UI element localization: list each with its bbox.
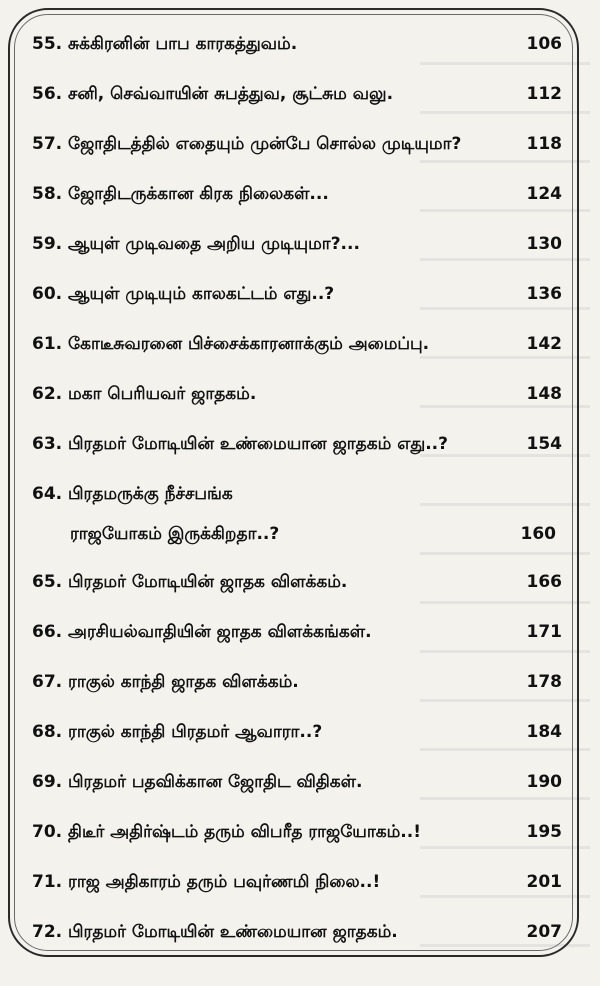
toc-entry-page: 130 (526, 234, 562, 254)
toc-entry-page: 171 (526, 622, 562, 642)
toc-entry-57 (32, 120, 562, 170)
toc-entry-title: 63. பிரதமர் மோடியின் உண்மையான ஜாதகம் எது..? (32, 434, 448, 454)
toc-entry-title: 59. ஆயுள் முடிவதை அறிய முடியுமா?... (32, 234, 360, 254)
toc-entry-55 (32, 20, 562, 70)
toc-entry-page: 178 (526, 672, 562, 692)
toc-entry-58 (32, 170, 562, 220)
toc-entry-71 (32, 858, 562, 908)
toc-entry-page: 148 (526, 384, 562, 404)
toc-entry-56 (32, 70, 562, 120)
toc-entry-page: 160 (520, 524, 556, 544)
toc-entry-page: 136 (526, 284, 562, 304)
toc-entry-65 (32, 558, 562, 608)
toc-entry-59 (32, 220, 562, 270)
toc-entry-title: 61. கோடீசுவரனை பிச்சைக்காரனாக்கும் அமைப்பு. (32, 334, 430, 354)
toc-entry-61 (32, 320, 562, 370)
toc-entry-page: 154 (526, 434, 562, 454)
toc-entry-title: 65. பிரதமர் மோடியின் ஜாதக விளக்கம். (32, 572, 348, 592)
toc-entry-title: 56. சனி, செவ்வாயின் சுபத்துவ, சூட்சும வலு. (32, 84, 394, 104)
toc-entry-page: 118 (526, 134, 562, 154)
toc-entry-title: 66. அரசியல்வாதியின் ஜாதக விளக்கங்கள். (32, 622, 372, 642)
toc-entry-page: 190 (526, 772, 562, 792)
toc-entry-72 (32, 908, 562, 958)
toc-entry-68 (32, 708, 562, 758)
toc-entry-title: 62. மகா பெரியவர் ஜாதகம். (32, 384, 257, 404)
toc-entry-63 (32, 420, 562, 470)
toc-entry-page: 207 (526, 922, 562, 942)
toc-entry-title-line2: ராஜயோகம் இருக்கிறதா..? (70, 524, 280, 544)
toc-entry-title: 60. ஆயுள் முடியும் காலகட்டம் எது..? (32, 284, 335, 304)
toc-entry-page: 142 (526, 334, 562, 354)
toc-entry-title: 68. ராகுல் காந்தி பிரதமர் ஆவாரா..? (32, 722, 323, 742)
toc-entry-page: 166 (526, 572, 562, 592)
toc-entry-title: 57. ஜோதிடத்தில் எதையும் முன்பே சொல்ல முடியுமா? (32, 134, 462, 154)
toc-entry-69 (32, 758, 562, 808)
toc-entry-title: 70. திடீர் அதிர்ஷ்டம் தரும் விபரீத ராஜயோகம்..! (32, 822, 421, 842)
toc-entry-title: 71. ராஜ அதிகாரம் தரும் பவுர்ணமி நிலை..! (32, 872, 381, 892)
toc-entry-60 (32, 270, 562, 320)
toc-entry-66 (32, 608, 562, 658)
toc-entry-title: 55. சுக்கிரனின் பாப காரகத்துவம். (32, 34, 298, 54)
toc-entry-64 (32, 470, 562, 558)
toc-entry-70 (32, 808, 562, 858)
table-of-contents (32, 20, 562, 958)
toc-entry-page: 112 (526, 84, 562, 104)
toc-entry-title: 58. ஜோதிடருக்கான கிரக நிலைகள்... (32, 184, 329, 204)
toc-entry-title: 67. ராகுல் காந்தி ஜாதக விளக்கம். (32, 672, 299, 692)
toc-entry-title: 64. பிரதமருக்கு நீச்சபங்க (32, 484, 233, 504)
toc-entry-62 (32, 370, 562, 420)
toc-entry-page: 201 (526, 872, 562, 892)
toc-entry-title: 72. பிரதமர் மோடியின் உண்மையான ஜாதகம். (32, 922, 398, 942)
toc-entry-page: 184 (526, 722, 562, 742)
toc-entry-page: 124 (526, 184, 562, 204)
toc-entry-page: 195 (526, 822, 562, 842)
toc-entry-title: 69. பிரதமர் பதவிக்கான ஜோதிட விதிகள். (32, 772, 363, 792)
toc-entry-page: 106 (526, 34, 562, 54)
toc-entry-67 (32, 658, 562, 708)
